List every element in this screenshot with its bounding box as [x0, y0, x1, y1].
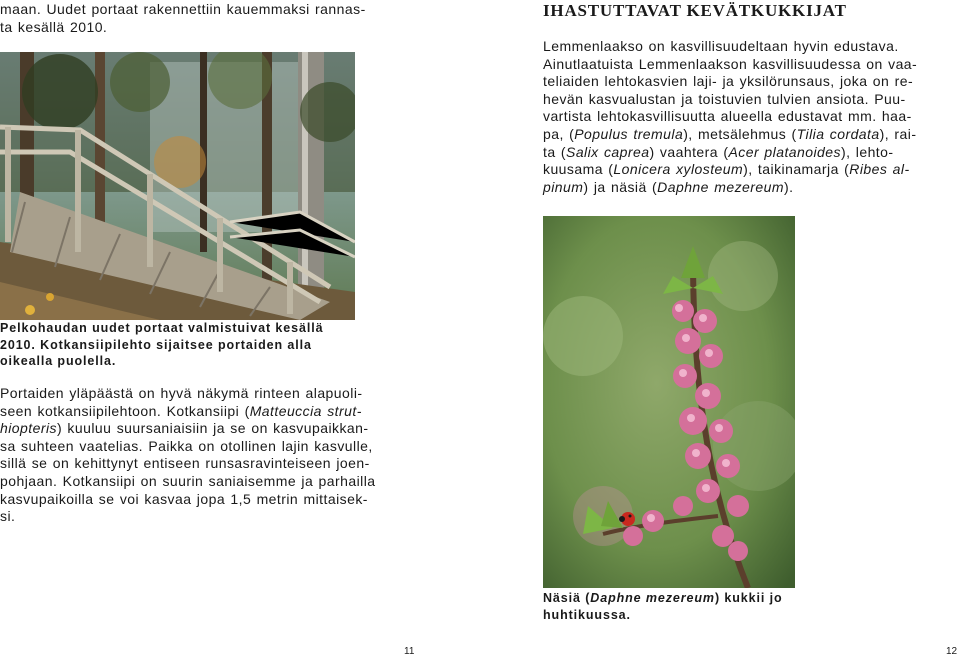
species-name: Matteuccia strut- [249, 402, 362, 419]
species-name: Acer platanoides [728, 143, 841, 160]
caption-line: 2010. Kotkansiipilehto sijaitsee portaiden alla [0, 337, 312, 352]
text-span: seen kotkansiipilehtoon. Kotkansiipi ( [0, 402, 250, 419]
text-span: ), lehto- [840, 143, 894, 160]
text-line [0, 420, 400, 438]
text-span: ) kukkii jo [714, 591, 783, 605]
text-span: ). [783, 178, 794, 195]
text-line: si. [0, 508, 16, 525]
text-span: Näsiä ( [543, 591, 591, 605]
text-span: ta ( [543, 143, 567, 160]
species-name: Salix caprea [566, 143, 650, 160]
page-number-left: 11 [404, 646, 415, 657]
text-line: pohjaan. Kotkansiipi on suurin saniaisemme ja parhailla [0, 472, 376, 489]
left-body-text [0, 385, 400, 526]
species-name: Daphne mezereum [657, 178, 784, 195]
left-intro-text [0, 1, 386, 36]
species-name: pinum [543, 178, 584, 195]
stairs-photo-caption [0, 320, 323, 370]
right-body-text [543, 38, 957, 196]
stairs-photo-illustration [0, 52, 355, 320]
section-heading: IHASTUTTAVAT KEVÄTKUKKIJAT [543, 1, 847, 20]
text-line [543, 179, 957, 197]
species-name: Daphne mezereum [590, 591, 715, 605]
caption-line: oikealla puolella. [0, 354, 117, 368]
text-line: sa suhteen vaatelias. Paikka on otollinen lajin kasvulle, [0, 437, 373, 454]
text-line [543, 126, 957, 144]
species-name: Lonicera xylosteum [613, 161, 744, 178]
text-line [0, 403, 400, 421]
text-span: ), taikinamarja ( [743, 161, 850, 178]
text-line: kasvupaikoilla se voi kasvaa jopa 1,5 metrin mittaisek- [0, 490, 368, 507]
text-line: ta kesällä 2010. [0, 18, 108, 35]
text-line: vartista lehtokasvillisuutta alueella edustavat mm. haa- [543, 108, 912, 125]
text-span: ) vaahtera ( [649, 143, 729, 160]
stairs-photo [0, 52, 355, 320]
text-line: hevän kasvualustan ja toistuvien tulvien ansiota. Puu- [543, 90, 906, 107]
text-line: maan. Uudet portaat rakennettiin kauemmaksi rannas- [0, 1, 366, 17]
daphne-photo-illustration [543, 216, 795, 588]
species-name: hiopteris [0, 420, 57, 437]
text-span: ), rai- [879, 125, 917, 142]
caption-line: Pelkohaudan uudet portaat valmistuivat kesällä [0, 321, 324, 335]
text-line [543, 161, 957, 179]
caption-line: huhtikuussa. [543, 607, 631, 622]
text-line: sillä se on kehittynyt entiseen runsasravinteiseen joen- [0, 455, 370, 472]
daphne-photo [543, 216, 795, 588]
text-span: pa, ( [543, 125, 575, 142]
text-line: Portaiden yläpäästä on hyvä näkymä rinteen alapuoli- [0, 385, 363, 401]
text-line: Lemmenlaakso on kasvillisuudeltaan hyvin edustava. [543, 38, 899, 54]
species-name: Tilia cordata [796, 125, 880, 142]
text-span: ) kuuluu suursaniaisiin ja se on kasvupaikkan- [56, 420, 369, 437]
page-number-right: 12 [946, 646, 958, 657]
species-name: Populus tremula [574, 125, 684, 142]
text-span: ) ja näsiä ( [583, 178, 658, 195]
species-name: Ribes al- [849, 161, 910, 178]
text-line [543, 144, 957, 162]
text-span: ), metsälehmus ( [683, 125, 797, 142]
daphne-photo-caption [543, 590, 783, 623]
text-span: kuusama ( [543, 161, 614, 178]
text-line: Ainutlaatuista Lemmenlaakson kasvillisuudessa on vaa- [543, 55, 918, 72]
caption-line [543, 590, 783, 607]
text-line: teliaiden lehtokasvien laji- ja yksilörunsaus, joka on re- [543, 73, 914, 90]
